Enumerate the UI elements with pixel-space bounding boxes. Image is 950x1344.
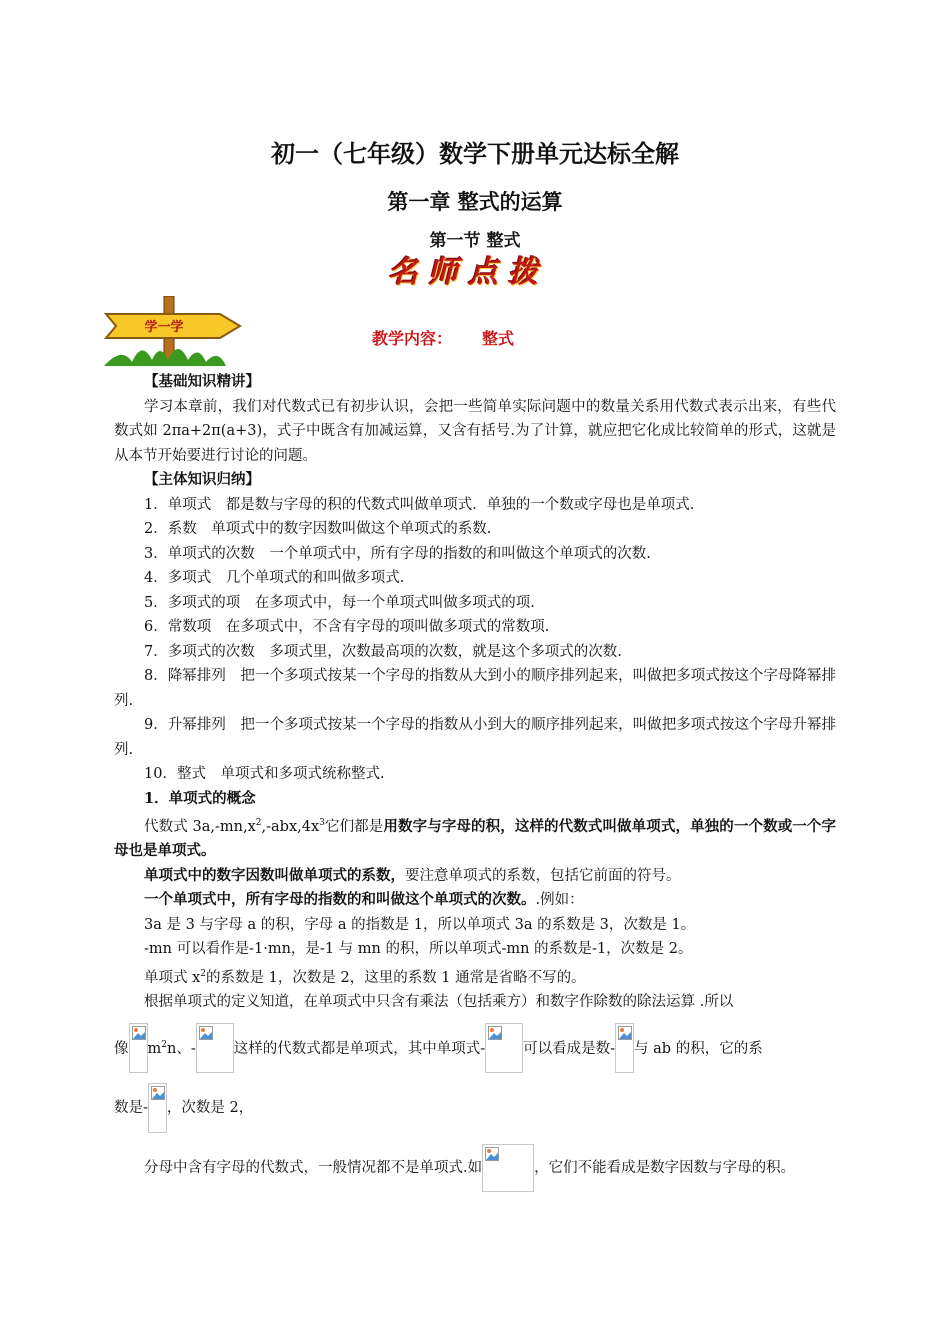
text: 的系数是 1，次数是 2，这里的系数 1 通常是省略不写的。 xyxy=(206,969,586,986)
teaching-value: 整式 xyxy=(482,329,515,348)
text: .例如： xyxy=(535,892,584,909)
concept-paragraph: 根据单项式的定义知道，在单项式中只含有乘法（包括乘方）和数字作除数的除法运算 .所以 xyxy=(144,994,734,1011)
list-item: 10．整式 单项式和多项式统称整式. xyxy=(144,766,385,782)
superscript: 2 xyxy=(161,1039,167,1050)
list-item: 3．单项式的次数 一个单项式中，所有字母的指数的和叫做这个单项式的次数. xyxy=(144,545,651,562)
text: 这样的代数式都是单项式，其中单项式- xyxy=(233,1040,486,1057)
list-item: 6．常数项 在多项式中，不含有字母的项叫做多项式的常数项. xyxy=(144,619,550,635)
list-item: 1．单项式 都是数与字母的积的代数式叫做单项式．单独的一个数或字母也是单项式. xyxy=(144,496,695,513)
broken-image-icon xyxy=(485,1023,523,1073)
stamp-char: 师 xyxy=(428,255,458,290)
text: 分母中含有字母的代数式，一般情况都不是单项式.如 xyxy=(144,1160,483,1177)
bold-text: 一个单项式中，所有字母的指数的和叫做这个单项式的次数。 xyxy=(144,891,536,909)
text: n、- xyxy=(166,1040,196,1057)
teaching-label: 教学内容： xyxy=(372,329,453,348)
stamp-char: 拨 xyxy=(508,255,538,290)
concept-paragraph xyxy=(114,1015,836,1079)
text: m xyxy=(147,1040,162,1057)
list-item: 9．升幂排列 把一个多项式按某一个字母的指数从小到大的顺序排列起来，叫做把多项式按这个字母升幂排列. xyxy=(114,717,836,758)
bold-text: 单项式中的数字因数叫做单项式的系数， xyxy=(144,866,405,884)
stamp-char: 点 xyxy=(468,255,498,290)
basic-heading: 【基础知识精讲】 xyxy=(144,373,260,390)
list-item: 5．多项式的项 在多项式中，每一个单项式叫做多项式的项. xyxy=(144,594,535,611)
teaching-content xyxy=(372,326,514,349)
document-body xyxy=(114,370,836,1194)
broken-image-icon xyxy=(482,1144,534,1192)
bold-text: 用数字与字母的积，这样的代数式叫做单项式，单独的一个数或一个字母也是单项式。 xyxy=(114,817,837,860)
text: 像 xyxy=(114,1040,129,1057)
signpost-label: 学一学 xyxy=(144,320,184,335)
list-item: 7．多项式的次数 多项式里，次数最高项的次数，就是这个多项式的次数. xyxy=(144,643,622,660)
text: ，它们不能看成是数字因数与字母的积。 xyxy=(534,1160,796,1177)
text: 它们都是 xyxy=(324,818,384,835)
stamp-char: 名 xyxy=(388,255,418,290)
superscript: 2 xyxy=(255,818,262,828)
example-line xyxy=(114,962,836,990)
concept-heading: 1．单项式的概念 xyxy=(144,789,256,807)
section-title: 第一节 整式 xyxy=(429,231,521,251)
list-item: 2．系数 单项式中的数字因数叫做这个单项式的系数. xyxy=(144,521,492,537)
list-item: 4．多项式 几个单项式的和叫做多项式. xyxy=(144,570,405,586)
broken-image-icon xyxy=(129,1023,148,1073)
document-title: 初一（七年级）数学下册单元达标全解 xyxy=(271,139,679,168)
list-item: 8．降幂排列 把一个多项式按某一个字母的指数从大到小的顺序排列起来，叫做把多项式按这个字母降幂排列. xyxy=(114,668,836,709)
text: 单项式 x xyxy=(144,969,201,986)
concept-paragraph xyxy=(114,1078,836,1138)
signpost-icon xyxy=(102,296,244,368)
example-line: -mn 可以看作是-1·mn，是-1 与 mn 的积，所以单项式-mn 的系数是-1，次数是 2。 xyxy=(144,941,693,958)
text: ,-abx,4x xyxy=(261,818,320,835)
text: 与 ab 的积，它的系 xyxy=(634,1040,763,1057)
broken-image-icon xyxy=(615,1023,634,1073)
superscript: 2 xyxy=(200,968,207,979)
concept-paragraph xyxy=(114,864,836,889)
concept-paragraph xyxy=(114,1142,836,1194)
teacher-tips-stamp xyxy=(388,252,560,294)
broken-image-icon xyxy=(148,1083,167,1133)
broken-image-icon xyxy=(196,1023,234,1073)
example-line: 3a 是 3 与字母 a 的积，字母 a 的指数是 1，所以单项式 3a 的系数是 3，次数是 1。 xyxy=(144,916,696,933)
basic-paragraph: 学习本章前，我们对代数式已有初步认识，会把一些简单实际问题中的数量关系用代数式表示出来，有些代数式如 2πa+2π(a+3)，式子中既含有加减运算，又含有括号.为了计算，就应把它化成比较简单的形式，这就是从本节开始要进行讨论的问题。 xyxy=(114,398,836,464)
superscript: 3 xyxy=(319,818,325,828)
text: 要注意单项式的系数，包括它前面的符号。 xyxy=(405,867,681,884)
text: ，次数是 2， xyxy=(166,1100,254,1117)
text: 数是- xyxy=(114,1100,148,1117)
concept-paragraph xyxy=(114,888,836,913)
text: 代数式 3a,-mn,x xyxy=(144,818,256,835)
chapter-title: 第一章 整式的运算 xyxy=(387,189,563,214)
concept-paragraph xyxy=(114,811,836,864)
main-heading: 【主体知识归纳】 xyxy=(144,471,260,488)
text: 可以看成是数- xyxy=(523,1040,616,1057)
